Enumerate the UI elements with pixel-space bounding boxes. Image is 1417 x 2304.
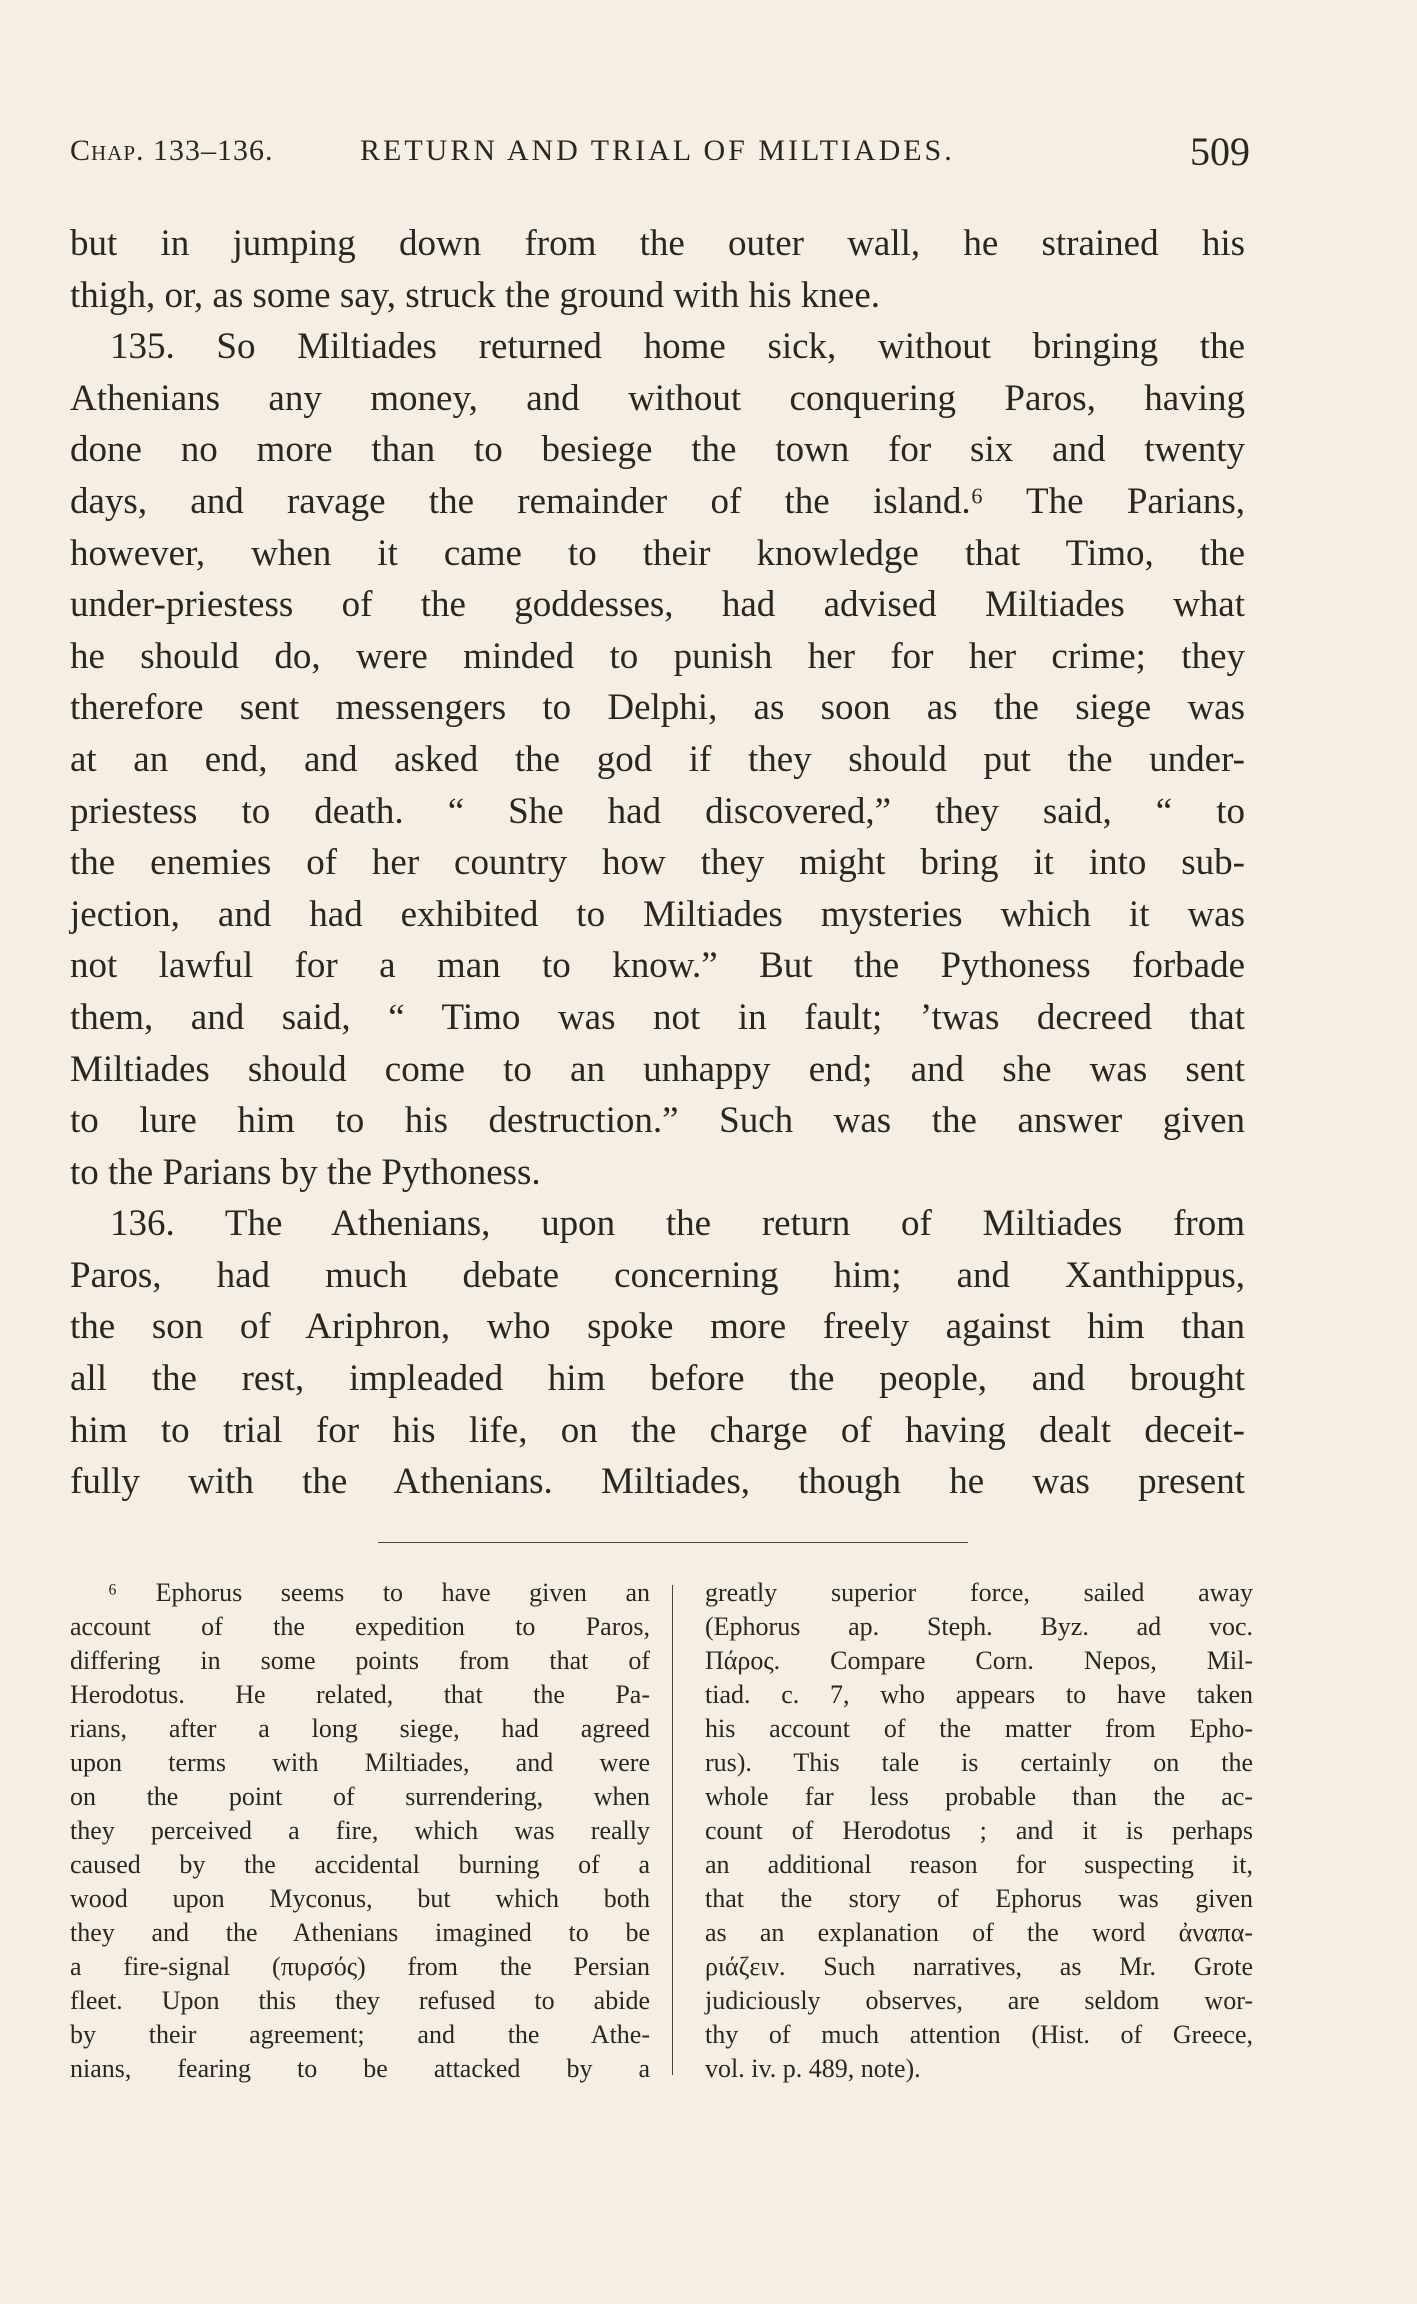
footnote-line: differing in some points from that of bbox=[70, 1646, 650, 1675]
footnote-column-divider bbox=[672, 1585, 673, 2075]
body-line: fully with the Athenians. Miltiades, though he was present bbox=[70, 1461, 1245, 1503]
body-line: Paros, had much debate concerning him; and Xanthippus, bbox=[70, 1254, 1245, 1296]
footnote-line: vol. iv. p. 489, note). bbox=[705, 2054, 921, 2083]
footnote-line: by their agreement; and the Athe- bbox=[70, 2020, 650, 2049]
footnote-line: on the point of surrendering, when bbox=[70, 1782, 650, 1811]
footnote-line: rus). This tale is certainly on the bbox=[705, 1748, 1253, 1777]
footnote-line: his account of the matter from Epho- bbox=[705, 1714, 1253, 1743]
footnote-line: upon terms with Miltiades, and were bbox=[70, 1748, 650, 1777]
body-line: done no more than to besiege the town for six and twenty bbox=[70, 429, 1245, 471]
footnote-line: wood upon Myconus, but which both bbox=[70, 1884, 650, 1913]
body-line: under-priestess of the goddesses, had advised Miltiades what bbox=[70, 584, 1245, 626]
footnote-line: as an explanation of the word ἀναπα- bbox=[705, 1918, 1253, 1947]
running-title: RETURN AND TRIAL OF MILTIADES. bbox=[360, 134, 955, 167]
body-line: all the rest, impleaded him before the people, and brought bbox=[70, 1358, 1245, 1400]
footnote-line: thy of much attention (Hist. of Greece, bbox=[705, 2020, 1253, 2049]
body-line: at an end, and asked the god if they should put the under- bbox=[70, 738, 1245, 780]
body-line: jection, and had exhibited to Miltiades mysteries which it was bbox=[70, 893, 1245, 935]
body-line: but in jumping down from the outer wall, he strained his bbox=[70, 223, 1245, 264]
footnote-line: they and the Athenians imagined to be bbox=[70, 1918, 650, 1947]
footnote-line: count of Herodotus ; and it is perhaps bbox=[705, 1816, 1253, 1845]
footnote-column-left bbox=[70, 1576, 650, 2086]
body-line: he should do, were minded to punish her for her crime; they bbox=[70, 635, 1245, 677]
body-line: priestess to death. “ She had discovered,” they said, “ to bbox=[70, 790, 1245, 832]
footnote-line: that the story of Ephorus was given bbox=[705, 1884, 1253, 1913]
body-line: Athenians any money, and without conquering Paros, having bbox=[70, 377, 1245, 419]
body-line: the enemies of her country how they might bring it into sub- bbox=[70, 842, 1245, 884]
body-line: Miltiades should come to an unhappy end; and she was sent bbox=[70, 1048, 1245, 1090]
footnote-line: a fire-signal (πυρσός) from the Persian bbox=[70, 1952, 650, 1981]
footnote-line: an additional reason for suspecting it, bbox=[705, 1850, 1253, 1879]
footnote-line: (Ephorus ap. Steph. Byz. ad voc. bbox=[705, 1612, 1253, 1641]
body-line: to the Parians by the Pythoness. bbox=[70, 1151, 541, 1193]
body-line: 135. So Miltiades returned home sick, without bringing the bbox=[110, 326, 1245, 368]
footnote-line: ριάζειν. Such narratives, as Mr. Grote bbox=[705, 1952, 1253, 1981]
footnote-line: tiad. c. 7, who appears to have taken bbox=[705, 1680, 1253, 1709]
footnote-line: judiciously observes, are seldom wor- bbox=[705, 1986, 1253, 2015]
footnote-line: nians, fearing to be attacked by a bbox=[70, 2054, 650, 2083]
body-line: him to trial for his life, on the charge of having dealt deceit- bbox=[70, 1409, 1245, 1451]
footnote-rule bbox=[378, 1542, 968, 1543]
body-line: to lure him to his destruction.” Such was the answer given bbox=[70, 1100, 1245, 1142]
body-line: the son of Ariphron, who spoke more freely against him than bbox=[70, 1306, 1245, 1348]
footnote-line: Πάρος. Compare Corn. Nepos, Mil- bbox=[705, 1646, 1253, 1675]
body-line: however, when it came to their knowledge that Timo, the bbox=[70, 532, 1245, 574]
footnote-line: whole far less probable than the ac- bbox=[705, 1782, 1253, 1811]
body-line: not lawful for a man to know.” But the Pythoness forbade bbox=[70, 945, 1245, 987]
chapter-reference: Chap. 133–136. bbox=[70, 134, 274, 167]
footnote-line: rians, after a long siege, had agreed bbox=[70, 1714, 650, 1743]
page-header bbox=[70, 128, 1250, 188]
body-line: 136. The Athenians, upon the return of Miltiades from bbox=[110, 1203, 1245, 1245]
footnote-line: account of the expedition to Paros, bbox=[70, 1612, 650, 1641]
footnote-line: ⁶ Ephorus seems to have given an bbox=[108, 1578, 650, 1607]
footnote-line: caused by the accidental burning of a bbox=[70, 1850, 650, 1879]
body-line: them, and said, “ Timo was not in fault; ’twas decreed that bbox=[70, 996, 1245, 1038]
body-line: thigh, or, as some say, struck the ground with his knee. bbox=[70, 274, 880, 316]
page-number: 509 bbox=[1190, 129, 1250, 174]
footnote-line: Herodotus. He related, that the Pa- bbox=[70, 1680, 650, 1709]
footnote-line: fleet. Upon this they refused to abide bbox=[70, 1986, 650, 2015]
body-line: days, and ravage the remainder of the island.⁶ The Parians, bbox=[70, 480, 1245, 522]
footnote-line: greatly superior force, sailed away bbox=[705, 1578, 1253, 1607]
footnote-line: they perceived a fire, which was really bbox=[70, 1816, 650, 1845]
body-text bbox=[70, 218, 1245, 1508]
footnote-column-right bbox=[705, 1576, 1253, 2086]
body-line: therefore sent messengers to Delphi, as soon as the siege was bbox=[70, 687, 1245, 729]
